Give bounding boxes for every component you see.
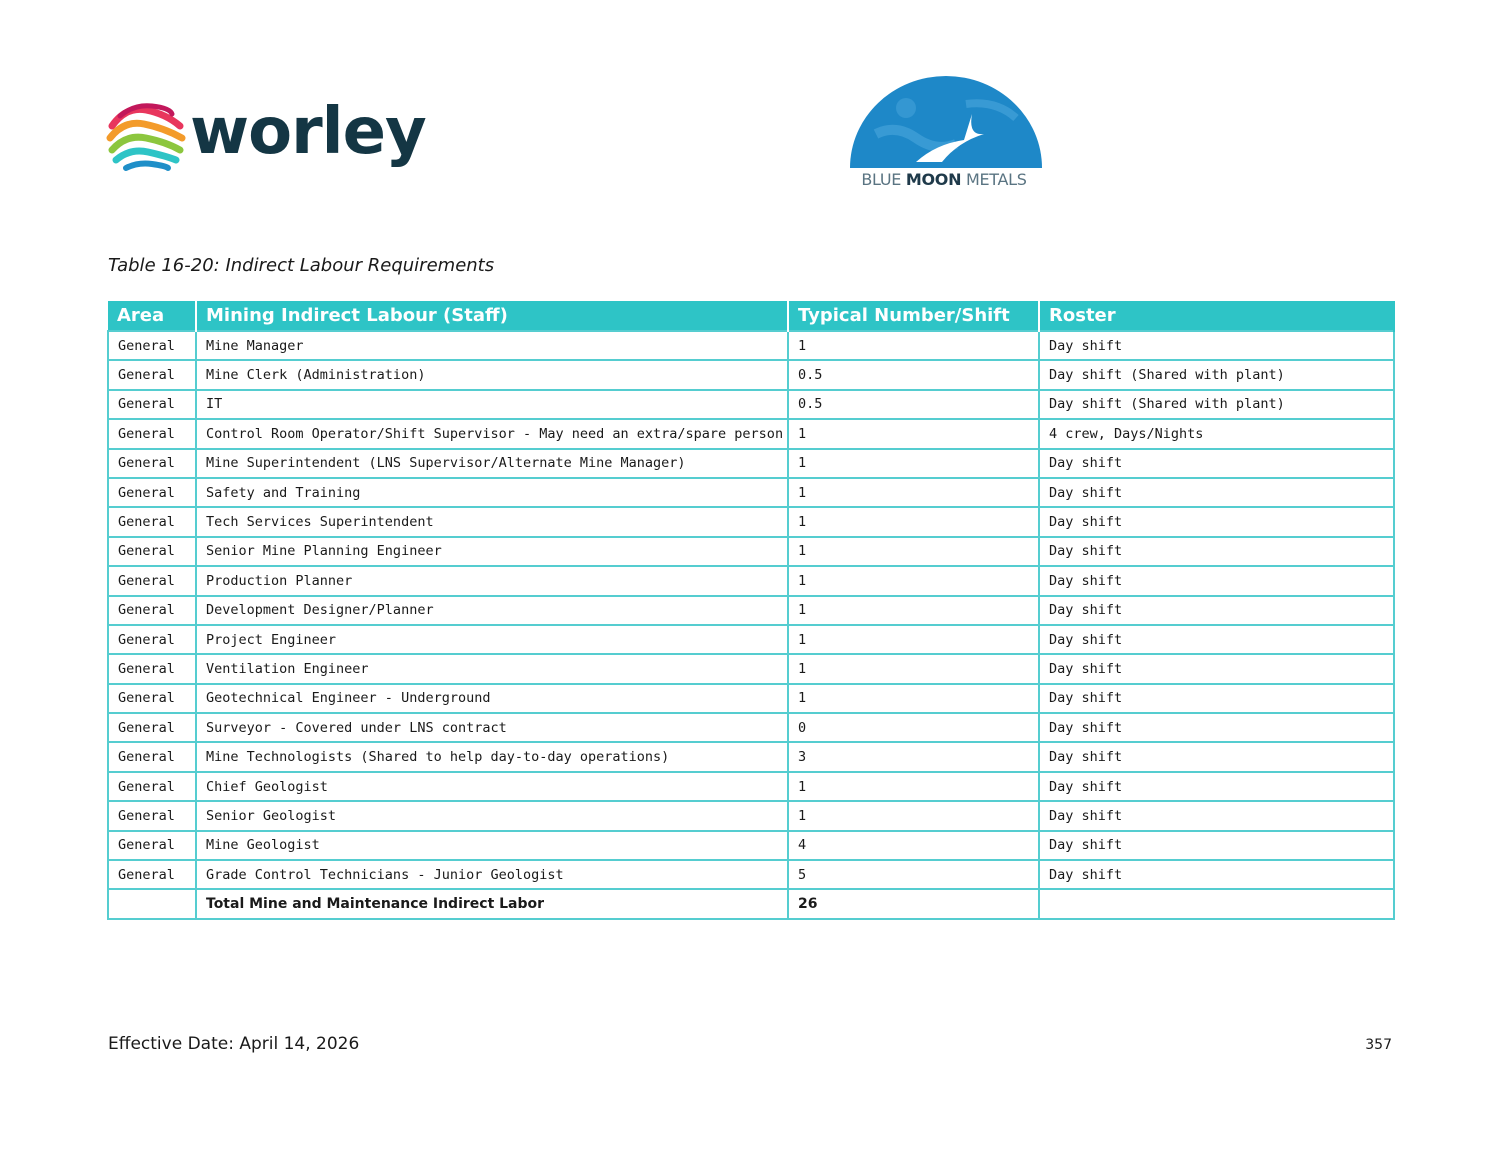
table-row [108, 625, 1394, 654]
table-caption: Table 16-20: Indirect Labour Requirements [108, 255, 495, 276]
cell-area: General [108, 537, 196, 566]
cell-labour: Geotechnical Engineer - Underground [196, 684, 788, 713]
cell-area: General [108, 831, 196, 860]
table-row [108, 742, 1394, 771]
cell-labour: Senior Mine Planning Engineer [196, 537, 788, 566]
table-row [108, 419, 1394, 448]
cell-area: General [108, 860, 196, 889]
total-label: Total Mine and Maintenance Indirect Labor [196, 889, 788, 918]
cell-labour: Development Designer/Planner [196, 596, 788, 625]
cell-number: 1 [788, 566, 1039, 595]
cell-labour: IT [196, 390, 788, 419]
cell-roster: Day shift [1039, 596, 1394, 625]
cell-number: 5 [788, 860, 1039, 889]
worley-logo [106, 96, 426, 180]
table-row [108, 507, 1394, 536]
cell-labour: Tech Services Superintendent [196, 507, 788, 536]
cell-number: 4 [788, 831, 1039, 860]
cell-number: 1 [788, 537, 1039, 566]
cell-area: General [108, 801, 196, 830]
table-row [108, 772, 1394, 801]
cell-roster: Day shift [1039, 654, 1394, 683]
cell-labour: Senior Geologist [196, 801, 788, 830]
table-row [108, 801, 1394, 830]
cell-roster: Day shift [1039, 742, 1394, 771]
table-row [108, 684, 1394, 713]
cell-number: 0.5 [788, 390, 1039, 419]
cell-roster: Day shift [1039, 801, 1394, 830]
cell-area: General [108, 654, 196, 683]
cell-labour: Mine Technologists (Shared to help day-to-day operations) [196, 742, 788, 771]
cell-area: General [108, 331, 196, 360]
worley-swirl-icon [106, 96, 186, 180]
cell-labour: Mine Geologist [196, 831, 788, 860]
cell-roster: Day shift (Shared with plant) [1039, 360, 1394, 389]
indirect-labour-table [107, 301, 1395, 920]
cell-area: General [108, 390, 196, 419]
cell-labour: Ventilation Engineer [196, 654, 788, 683]
page-number: 357 [1365, 1037, 1392, 1053]
cell-number: 1 [788, 654, 1039, 683]
cell-roster: Day shift [1039, 713, 1394, 742]
cell-number: 1 [788, 772, 1039, 801]
cell-labour: Surveyor - Covered under LNS contract [196, 713, 788, 742]
cell-area: General [108, 684, 196, 713]
cell-number: 1 [788, 478, 1039, 507]
cell-area: General [108, 596, 196, 625]
header-roster: Roster [1039, 301, 1394, 331]
table-row [108, 360, 1394, 389]
cell-area: General [108, 566, 196, 595]
cell-labour: Production Planner [196, 566, 788, 595]
total-area [108, 889, 196, 918]
cell-area: General [108, 742, 196, 771]
table-row [108, 831, 1394, 860]
cell-number: 1 [788, 625, 1039, 654]
cell-roster: Day shift [1039, 331, 1394, 360]
cell-area: General [108, 625, 196, 654]
cell-labour: Grade Control Technicians - Junior Geologist [196, 860, 788, 889]
cell-labour: Mine Manager [196, 331, 788, 360]
cell-roster: Day shift [1039, 625, 1394, 654]
cell-area: General [108, 507, 196, 536]
cell-roster: Day shift (Shared with plant) [1039, 390, 1394, 419]
cell-number: 1 [788, 331, 1039, 360]
cell-roster: 4 crew, Days/Nights [1039, 419, 1394, 448]
table-row [108, 713, 1394, 742]
cell-number: 1 [788, 596, 1039, 625]
cell-roster: Day shift [1039, 507, 1394, 536]
worley-wordmark: worley [190, 95, 426, 169]
table-row [108, 390, 1394, 419]
table-row [108, 478, 1394, 507]
cell-number: 0 [788, 713, 1039, 742]
cell-labour: Mine Superintendent (LNS Supervisor/Alternate Mine Manager) [196, 449, 788, 478]
cell-area: General [108, 478, 196, 507]
table-row [108, 566, 1394, 595]
cell-number: 1 [788, 419, 1039, 448]
cell-roster: Day shift [1039, 478, 1394, 507]
cell-labour: Control Room Operator/Shift Supervisor - May need an extra/spare person [196, 419, 788, 448]
table-row [108, 331, 1394, 360]
cell-labour: Safety and Training [196, 478, 788, 507]
table-row [108, 537, 1394, 566]
cell-number: 1 [788, 507, 1039, 536]
header-labour: Mining Indirect Labour (Staff) [196, 301, 788, 331]
table-row [108, 860, 1394, 889]
total-roster [1039, 889, 1394, 918]
cell-roster: Day shift [1039, 831, 1394, 860]
header-number: Typical Number/Shift [788, 301, 1039, 331]
table-header-row [108, 301, 1394, 331]
cell-number: 1 [788, 684, 1039, 713]
cell-area: General [108, 772, 196, 801]
cell-roster: Day shift [1039, 860, 1394, 889]
cell-roster: Day shift [1039, 772, 1394, 801]
cell-number: 3 [788, 742, 1039, 771]
cell-area: General [108, 419, 196, 448]
cell-labour: Project Engineer [196, 625, 788, 654]
cell-labour: Mine Clerk (Administration) [196, 360, 788, 389]
moon-bird-icon [846, 74, 1046, 170]
table-row [108, 596, 1394, 625]
table-total-row [108, 889, 1394, 918]
cell-roster: Day shift [1039, 449, 1394, 478]
table-row [108, 449, 1394, 478]
header-area: Area [108, 301, 196, 331]
cell-area: General [108, 449, 196, 478]
blue-moon-metals-logo [846, 74, 1046, 194]
table-row [108, 654, 1394, 683]
cell-roster: Day shift [1039, 566, 1394, 595]
cell-number: 0.5 [788, 360, 1039, 389]
effective-date: Effective Date: April 14, 2026 [108, 1034, 360, 1054]
cell-area: General [108, 360, 196, 389]
blue-moon-metals-wordmark: BLUE MOON METALS [861, 170, 1027, 189]
cell-number: 1 [788, 449, 1039, 478]
cell-roster: Day shift [1039, 537, 1394, 566]
cell-roster: Day shift [1039, 684, 1394, 713]
total-number: 26 [788, 889, 1039, 918]
cell-area: General [108, 713, 196, 742]
cell-labour: Chief Geologist [196, 772, 788, 801]
cell-number: 1 [788, 801, 1039, 830]
